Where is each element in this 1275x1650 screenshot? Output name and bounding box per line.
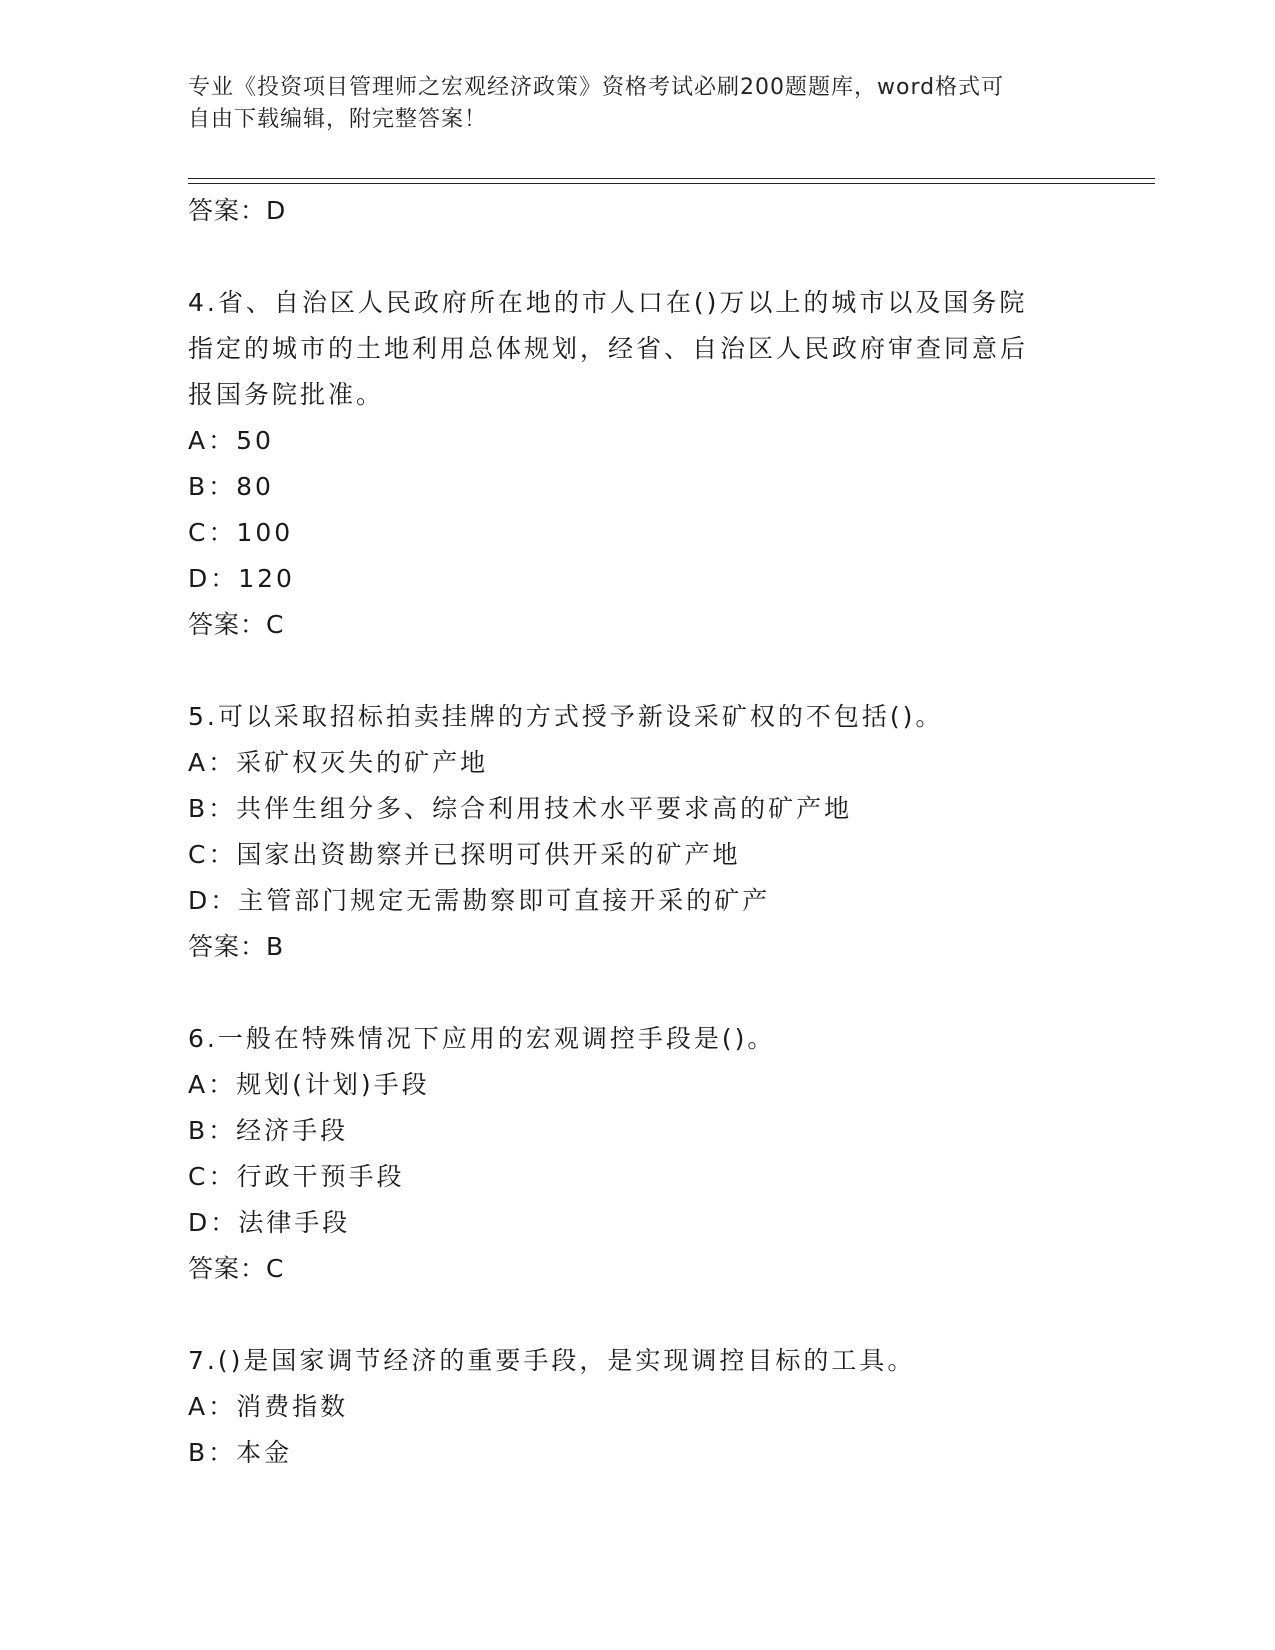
spacer (188, 648, 1068, 694)
question-6-option-a: A：规划(计划)手段 (188, 1070, 430, 1099)
question-4-option-c: C：100 (188, 518, 294, 547)
question-7-option-a: A：消费指数 (188, 1392, 349, 1421)
header-line-1: 专业《投资项目管理师之宏观经济政策》资格考试必刷200题题库，word格式可 (188, 75, 1005, 100)
question-5 (188, 694, 1068, 970)
answer-q4: 答案：C (188, 610, 285, 639)
answer-q3: 答案：D (188, 196, 287, 225)
question-5-option-b: B：共伴生组分多、综合利用技术水平要求高的矿产地 (188, 794, 853, 823)
header-divider-top (188, 178, 1155, 179)
question-7 (188, 1338, 1068, 1476)
answer-q5: 答案：B (188, 932, 285, 961)
spacer (188, 970, 1068, 1016)
question-4-line-1: 4.省、自治区人民政府所在地的市人口在()万以上的城市以及国务院 (188, 288, 1028, 317)
question-list (188, 188, 1068, 1476)
question-4-option-d: D：120 (188, 564, 295, 593)
spacer (188, 234, 1068, 280)
question-5-text: 5.可以采取招标拍卖挂牌的方式授予新设采矿权的不包括()。 (188, 702, 944, 731)
spacer (188, 1292, 1068, 1338)
question-4-option-b: B：80 (188, 472, 274, 501)
question-4-line-2: 指定的城市的土地利用总体规划，经省、自治区人民政府审查同意后 (188, 334, 1029, 363)
question-6-option-d: D：法律手段 (188, 1208, 351, 1237)
question-5-option-a: A：采矿权灭失的矿产地 (188, 748, 489, 777)
question-4-option-a: A：50 (188, 426, 274, 455)
answer-q6: 答案：C (188, 1254, 285, 1283)
question-6-option-c: C：行政干预手段 (188, 1162, 405, 1191)
header-divider-bottom (188, 183, 1155, 184)
question-7-text: 7.()是国家调节经济的重要手段，是实现调控目标的工具。 (188, 1346, 916, 1375)
header-line-2: 自由下载编辑，附完整答案！ (188, 107, 488, 132)
question-7-option-b: B：本金 (188, 1438, 293, 1467)
question-5-option-d: D：主管部门规定无需勘察即可直接开采的矿产 (188, 886, 771, 915)
document-header (188, 72, 1068, 136)
question-6-option-b: B：经济手段 (188, 1116, 349, 1145)
question-4-line-3: 报国务院批准。 (188, 380, 385, 409)
question-5-option-c: C：国家出资勘察并已探明可供开采的矿产地 (188, 840, 741, 869)
question-6-text: 6.一般在特殊情况下应用的宏观调控手段是()。 (188, 1024, 776, 1053)
question-6 (188, 1016, 1068, 1292)
question-4 (188, 280, 1068, 648)
